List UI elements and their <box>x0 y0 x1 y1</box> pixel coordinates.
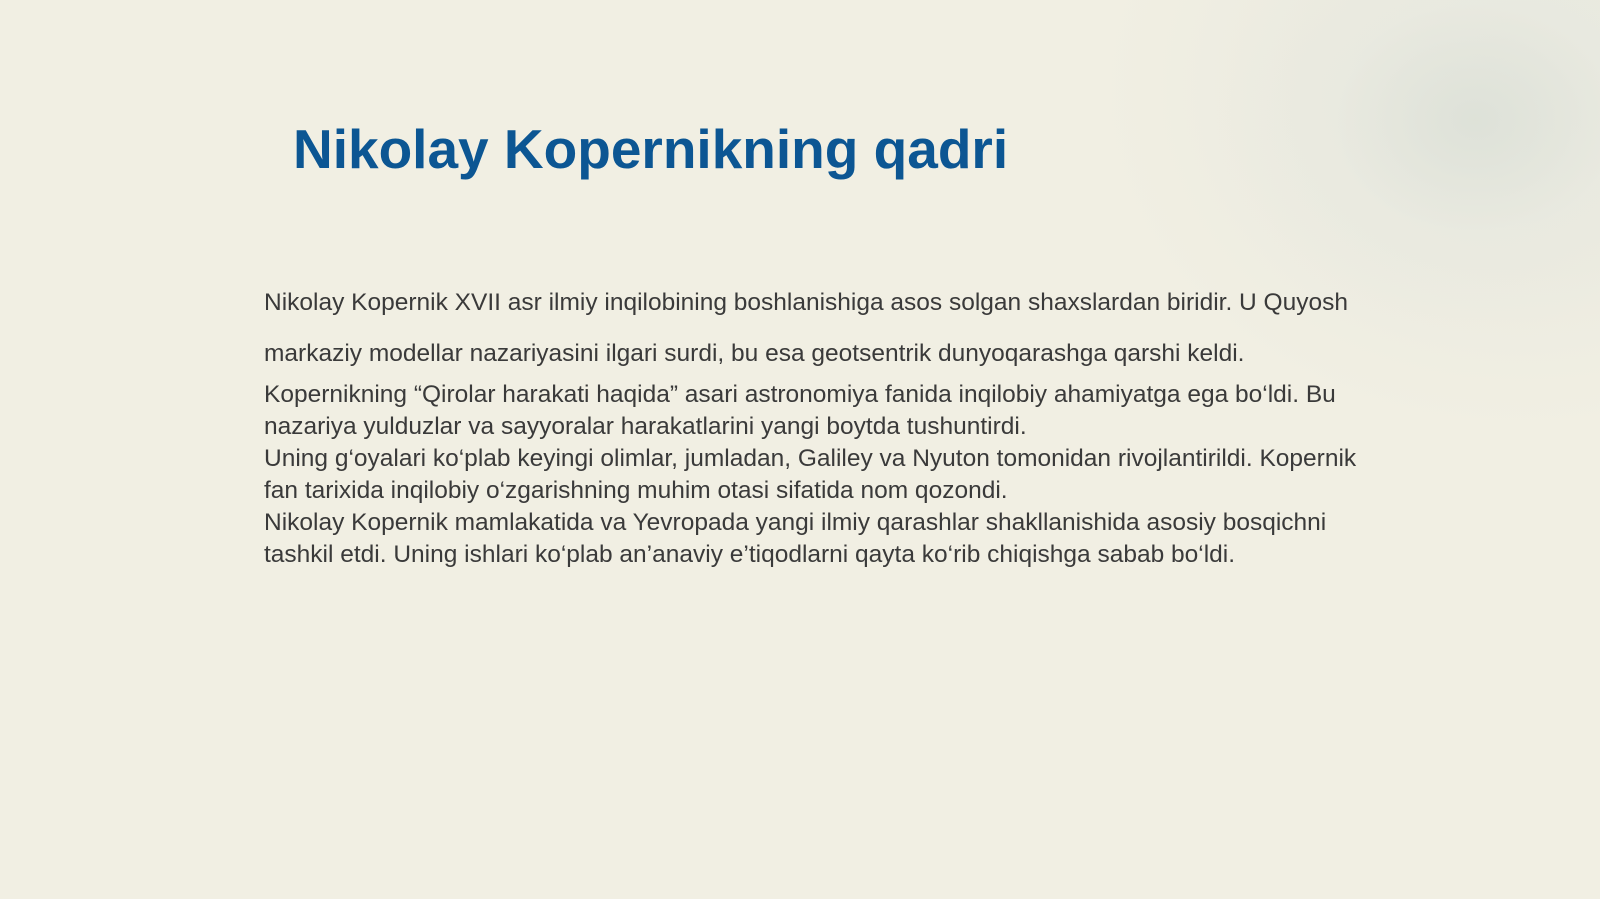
slide-title: Nikolay Kopernikning qadri <box>293 118 1009 180</box>
paragraph: Kopernikning “Qirolar harakati haqida” asari astronomiya fanida inqilobiy ahamiyatga ega bo‘ldi. Bu nazariya yulduzlar va sayyoralar harakatlarini yangi boytda tushuntirdi. <box>264 381 1336 440</box>
paragraph: Nikolay Kopernik mamlakatida va Yevropada yangi ilmiy qarashlar shakllanishida asosiy bosqichni tashkil etdi. Uning ishlari ko‘plab an’anaviy e’tiqodlarni qayta ko‘rib chiqishga sabab bo‘ldi. <box>264 509 1327 568</box>
paragraph: Uning g‘oyalari ko‘plab keyingi olimlar, jumladan, Galiley va Nyuton tomonidan rivojlantirildi. Kopernik fan tarixida inqilobiy o‘zgarishning muhim otasi sifatida nom qozondi. <box>264 445 1357 504</box>
slide-body <box>264 277 1374 571</box>
paragraph: Nikolay Kopernik XVII asr ilmiy inqilobining boshlanishiga asos solgan shaxslardan biridir. U Quyosh markaziy modellar nazariyasini ilgari surdi, bu esa geotsentrik dunyoqarashga qarshi keldi. <box>264 289 1348 367</box>
